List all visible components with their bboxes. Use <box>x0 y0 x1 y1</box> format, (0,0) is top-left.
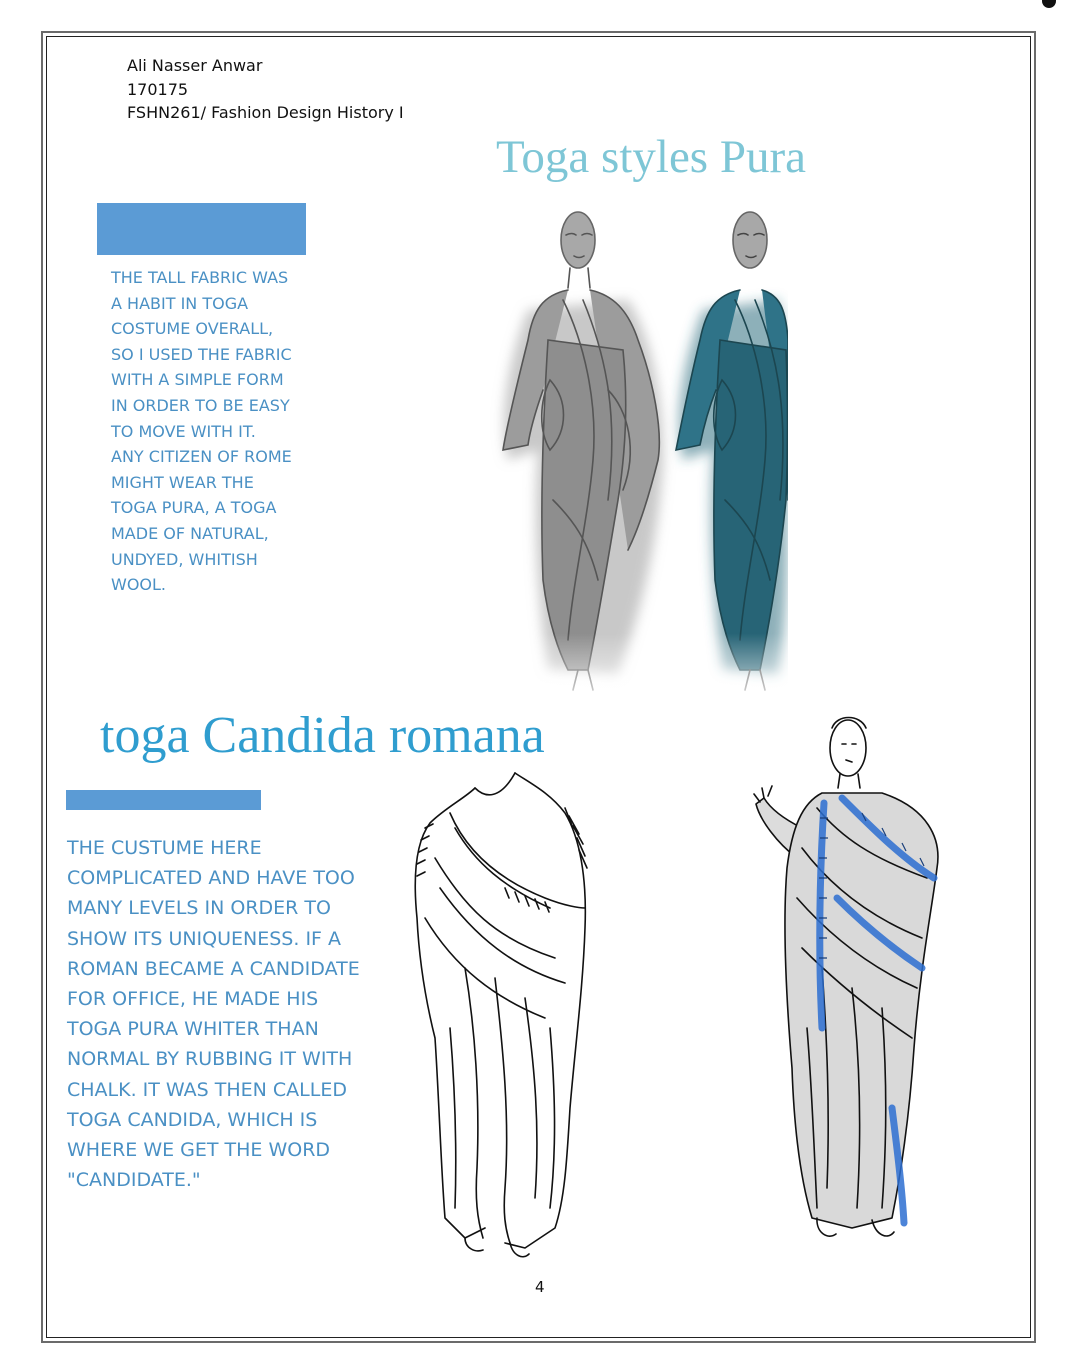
student-id: 170175 <box>127 79 189 99</box>
description-line: TOGA PURA, A TOGA <box>111 498 277 518</box>
description-line: ANY CITIZEN OF ROME <box>111 447 292 467</box>
description-line: TOGA PURA WHITER THAN <box>67 1018 319 1041</box>
toga-candida-sketch-colored <box>742 708 954 1253</box>
accent-bar-candida <box>66 790 261 810</box>
description-line: THE TALL FABRIC WAS <box>111 268 289 287</box>
description-line: TOGA CANDIDA, WHICH IS <box>67 1108 318 1131</box>
description-line: MADE OF NATURAL, <box>111 523 269 543</box>
description-pura <box>111 265 311 598</box>
page-number: 4 <box>535 1278 545 1296</box>
description-line: MIGHT WEAR THE <box>111 472 254 492</box>
author-name: Ali Nasser Anwar <box>127 56 263 75</box>
description-line: WHERE WE GET THE WORD <box>67 1139 331 1162</box>
description-line: FOR OFFICE, HE MADE HIS <box>67 988 319 1011</box>
author-header <box>127 54 404 125</box>
description-line: A HABIT IN TOGA <box>111 293 249 313</box>
course-title: FSHN261/ Fashion Design History I <box>127 103 404 122</box>
description-line: SO I USED THE FABRIC <box>111 344 292 364</box>
description-line: COSTUME OVERALL, <box>111 319 274 339</box>
description-line: WOOL. <box>111 575 167 595</box>
description-line: UNDYED, WHITISH <box>111 549 258 569</box>
description-candida <box>67 833 367 1195</box>
corner-dot <box>1042 0 1056 8</box>
description-line: SHOW ITS UNIQUENESS. IF A <box>67 927 342 950</box>
accent-bar-pura <box>97 203 306 255</box>
description-line: WITH A SIMPLE FORM <box>111 370 284 390</box>
description-line: TO MOVE WITH IT. <box>111 421 256 441</box>
toga-candida-sketch-plain <box>405 768 605 1263</box>
description-line: THE CUSTUME HERE <box>67 837 262 859</box>
toga-pura-illustration <box>488 200 788 710</box>
title-toga-pura: Toga styles Pura <box>496 131 806 183</box>
description-line: NORMAL BY RUBBING IT WITH <box>67 1048 353 1071</box>
title-toga-candida: toga Candida romana <box>100 707 545 764</box>
description-line: IN ORDER TO BE EASY <box>111 395 290 415</box>
description-line: COMPLICATED AND HAVE TOO <box>67 867 355 890</box>
description-line: CHALK. IT WAS THEN CALLED <box>67 1078 347 1101</box>
description-line: MANY LEVELS IN ORDER TO <box>67 897 331 920</box>
description-line: "CANDIDATE." <box>67 1169 201 1192</box>
description-line: ROMAN BECAME A CANDIDATE <box>67 957 360 980</box>
